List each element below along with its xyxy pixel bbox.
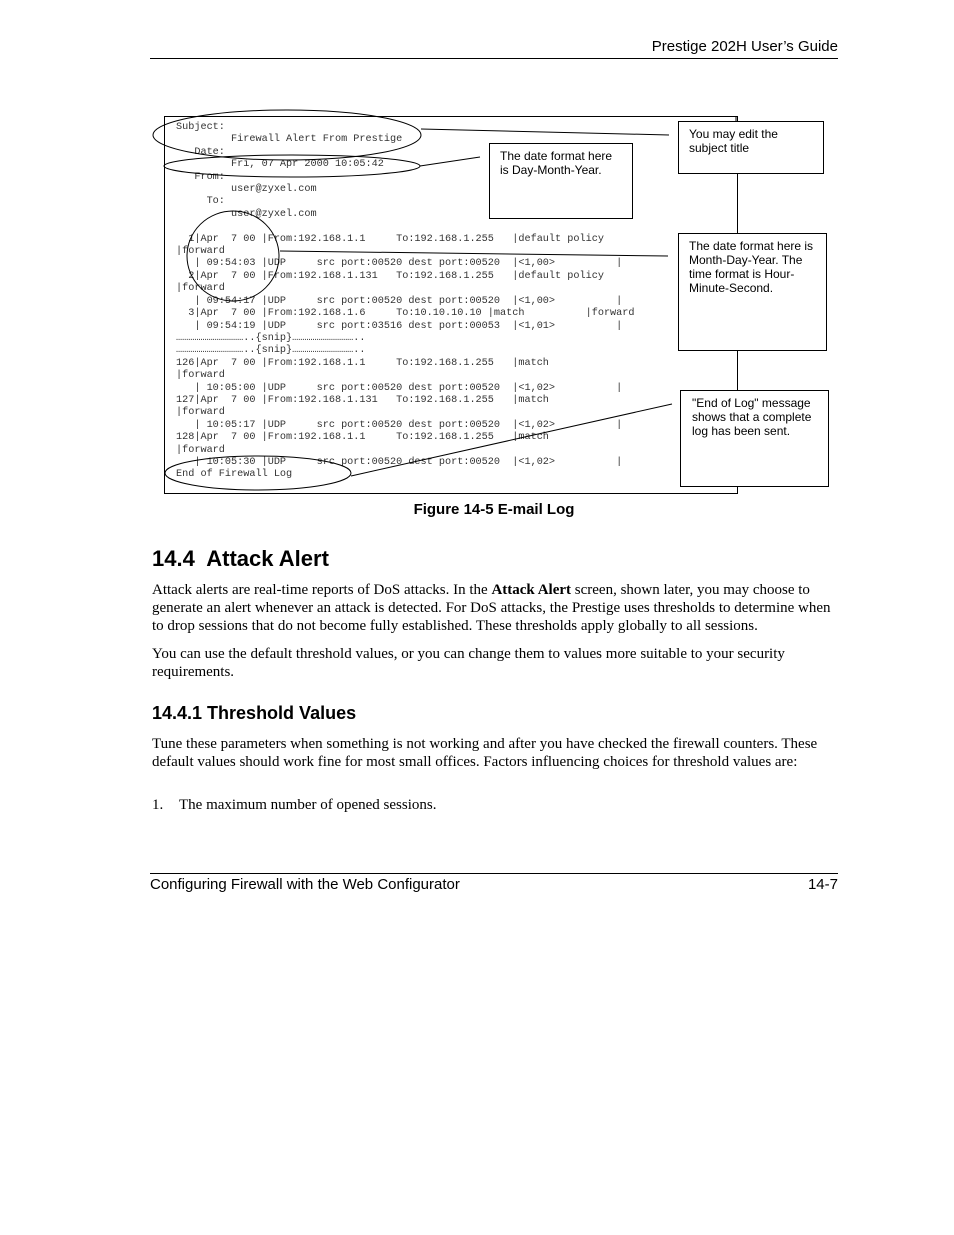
header-title: Prestige 202H User’s Guide [651,38,838,55]
list-item-number: 1. [152,797,164,813]
section-paragraph-2: You can use the default threshold values, or you can change them to values more suitable to your security requirements. [152,646,785,680]
list-item-text: The maximum number of opened sessions. [179,797,437,813]
callout-date-log: The date format here is Month-Day-Year. The time format is Hour-Minute-Second. [678,233,827,351]
end-of-log-leader [351,404,672,476]
subject-ellipse [153,110,421,160]
list-item [152,797,436,814]
subsection-paragraph: Tune these parameters when something is not working and after you have checked the firewall counters. These default values should work fine for most small offices. Factors influencing choices for threshold values are: [152,736,818,770]
p1-text-bold: Attack Alert [491,582,572,598]
subsection-heading: 14.4.1 Threshold Values [152,703,357,723]
p1-text-before: Attack alerts are real-time reports of DoS attacks. In the [152,582,492,598]
log-date-ellipse [187,211,279,301]
end-of-log-ellipse [165,456,351,490]
date-leader [420,157,480,166]
callout-subject: You may edit the subject title [678,121,824,174]
footer-chapter: Configuring Firewall with the Web Configurator [150,876,460,893]
section-paragraph-1 [152,581,842,635]
date-ellipse [164,155,420,177]
section-heading: 14.4 Attack Alert [152,546,329,571]
log-date-leader [280,251,668,256]
footer-page-number: 14-7 [807,876,838,893]
email-log-text: Subject: Firewall Alert From Prestige Date: Fri, 07 Apr 2000 10:05:42 From: user@zyxel.com To: user@zyxel.com 1|Apr 7 00 |From:192.168.1.1 To:192.168.1.255 |default policy |forward | 09:54:03 |UDP src port:00520 dest port:00520 |<1,00> | 2|Apr 7 00 |From:192.168.1.131 To:192.168.1.255 |default policy |forward | 09:54:17 |UDP src port:00520 dest port:00520 |<1,00> | 3|Apr 7 00 |From:192.168.1.6 To:10.10.10.10 |match |forward | 09:54:19 |UDP src port:03516 dest port:00053 |<1,01> | ……………………………..{snip}………………………….. ……………………………..{snip}………………………….. 126|Apr 7 00 |From:192.168.1.1 To:192.168.1.255 |match |forward | 10:05:00 |UDP src port:00520 dest port:00520 |<1,02> | 127|Apr 7 00 |From:192.168.1.131 To:192.168.1.255 |match |forward | 10:05:17 |UDP src port:00520 dest port:00520 |<1,02> | 128|Apr 7 00 |From:192.168.1.1 To:192.168.1.255 |match |forward | 10:05:30 |UDP src port:00520 dest port:00520 |<1,02> | End of Firewall Log [176,122,635,481]
subject-leader [421,129,669,135]
page-footer [150,873,838,893]
p1-text-after: screen, shown later, you may choose to generate an alert whenever an attack is detected. For DoS attacks, the Prestige uses thresholds to determine when to drop sessions that do not become fully established. These thresholds apply globally to all sessions. [152,582,831,634]
figure-caption: Figure 14-5 E-mail Log [413,501,575,518]
callout-end-of-log: "End of Log" message shows that a complete log has been sent. [680,390,829,487]
callout-date-header: The date format here is Day-Month-Year. [489,143,633,219]
